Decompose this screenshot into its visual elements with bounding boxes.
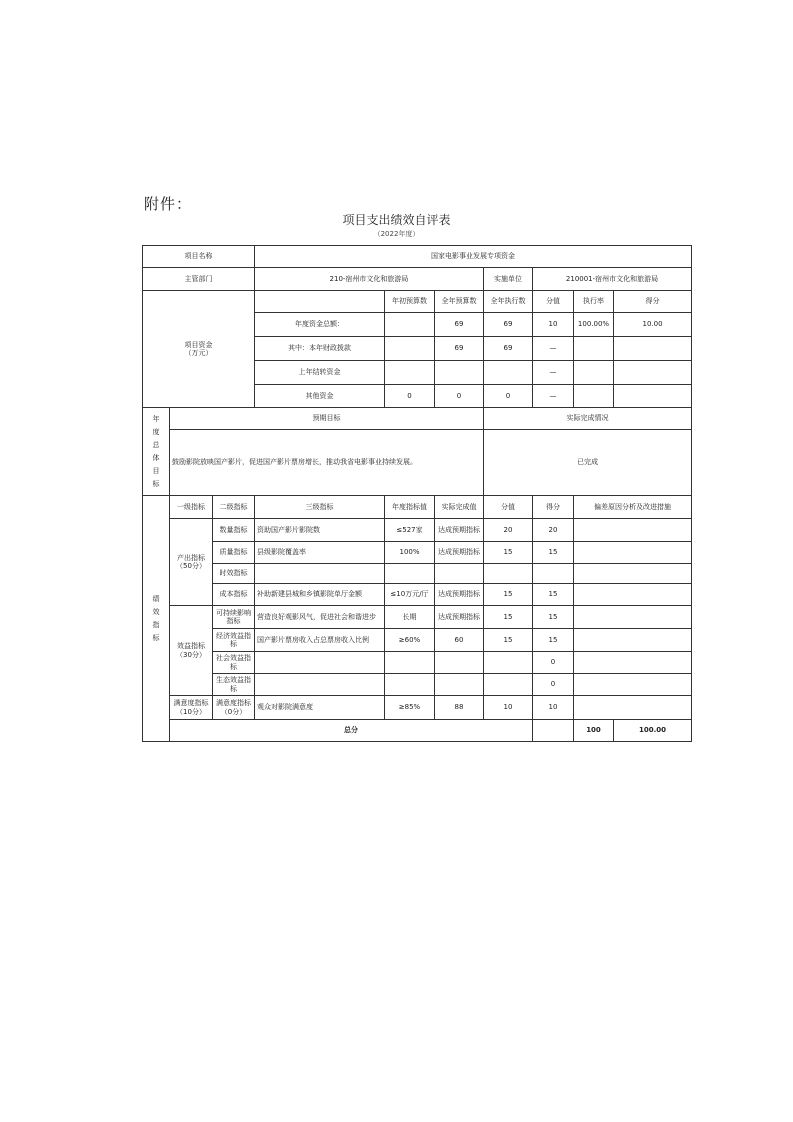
project-name-value: 国家电影事业发展专项资金 bbox=[255, 246, 692, 268]
goals-header-row bbox=[143, 408, 692, 430]
indicators-side-char: 指 bbox=[152, 620, 160, 629]
funds-score bbox=[614, 385, 692, 408]
output-indicator-label bbox=[170, 519, 213, 606]
indicator-row bbox=[143, 652, 692, 674]
goals-side-char: 体 bbox=[152, 453, 160, 462]
ind-score: 15 bbox=[533, 542, 574, 564]
indicator-row bbox=[143, 542, 692, 564]
indicator-row bbox=[143, 629, 692, 652]
ind-note bbox=[574, 519, 692, 542]
funds-row-label: 年度资金总额： bbox=[255, 313, 385, 337]
department-row bbox=[143, 268, 692, 291]
indicators-side-char: 效 bbox=[152, 607, 160, 616]
ind-note bbox=[574, 674, 692, 696]
funds-annual: 69 bbox=[435, 313, 484, 337]
ind-score: 10 bbox=[533, 696, 574, 720]
funds-col-initial: 年初预算数 bbox=[385, 291, 435, 313]
funds-initial bbox=[385, 337, 435, 361]
funds-rate bbox=[574, 361, 614, 385]
performance-table bbox=[142, 245, 692, 742]
ind-target: 长期 bbox=[385, 606, 435, 629]
funds-label-line2: （万元） bbox=[184, 349, 213, 357]
dept-label: 主管部门 bbox=[143, 268, 255, 291]
ind-second: 生态效益指标 bbox=[213, 674, 255, 696]
ind-second: 数量指标 bbox=[213, 519, 255, 542]
indicator-row bbox=[143, 696, 692, 720]
funds-score: 10.00 bbox=[614, 313, 692, 337]
ind-second: 经济效益指标 bbox=[213, 629, 255, 652]
funds-weight: — bbox=[533, 385, 574, 408]
funds-annual bbox=[435, 361, 484, 385]
ind-second: 时效指标 bbox=[213, 564, 255, 584]
indicator-row bbox=[143, 519, 692, 542]
ind-target bbox=[385, 564, 435, 584]
ind-actual: 达成预期指标 bbox=[435, 519, 484, 542]
impl-value: 210001-宿州市文化和旅游局 bbox=[533, 268, 692, 291]
project-name-row bbox=[143, 246, 692, 268]
ind-score: 0 bbox=[533, 652, 574, 674]
form-year: （2022年度） bbox=[373, 230, 420, 238]
dept-value: 210-宿州市文化和旅游局 bbox=[255, 268, 484, 291]
ind-second: 可持续影响指标 bbox=[213, 606, 255, 629]
ind-target: ≥85% bbox=[385, 696, 435, 720]
funds-score bbox=[614, 361, 692, 385]
total-score: 100.00 bbox=[614, 720, 692, 742]
ind-note bbox=[574, 652, 692, 674]
ind-actual: 达成预期指标 bbox=[435, 542, 484, 564]
goals-side-char: 度 bbox=[152, 427, 160, 436]
funds-rate: 100.00% bbox=[574, 313, 614, 337]
ind-second: 质量指标 bbox=[213, 542, 255, 564]
ind-third: 补助新建县城和乡镇影院单厅金额 bbox=[255, 584, 385, 606]
ind-third bbox=[255, 674, 385, 696]
ind-third: 资助国产影片影院数 bbox=[255, 519, 385, 542]
funds-executed: 0 bbox=[484, 385, 533, 408]
benefit-label-line2: （30分） bbox=[176, 650, 206, 659]
ind-third bbox=[255, 652, 385, 674]
ind-third bbox=[255, 564, 385, 584]
ind-note bbox=[574, 606, 692, 629]
ind-note bbox=[574, 564, 692, 584]
ind-second: 社会效益指标 bbox=[213, 652, 255, 674]
goals-side-char: 标 bbox=[152, 479, 160, 488]
ind-col-note: 偏差原因分析及改进措施 bbox=[574, 496, 692, 519]
funds-col-weight: 分值 bbox=[533, 291, 574, 313]
goals-expected-header: 预期目标 bbox=[170, 408, 484, 430]
funds-col-annual: 全年预算数 bbox=[435, 291, 484, 313]
funds-col-score: 得分 bbox=[614, 291, 692, 313]
ind-second: 满意度指标（0分） bbox=[213, 696, 255, 720]
ind-note bbox=[574, 584, 692, 606]
ind-third: 国产影片票房收入占总票房收入比例 bbox=[255, 629, 385, 652]
form-title: 项目支出绩效自评表 bbox=[342, 213, 451, 227]
funds-weight: — bbox=[533, 361, 574, 385]
ind-second: 成本指标 bbox=[213, 584, 255, 606]
benefit-label-line1: 效益指标 bbox=[177, 642, 205, 651]
funds-rate bbox=[574, 385, 614, 408]
funds-executed: 69 bbox=[484, 337, 533, 361]
ind-target bbox=[385, 652, 435, 674]
funds-annual: 0 bbox=[435, 385, 484, 408]
benefit-indicator-label bbox=[170, 606, 213, 696]
ind-target: 100% bbox=[385, 542, 435, 564]
funds-rate bbox=[574, 337, 614, 361]
total-weight: 100 bbox=[574, 720, 614, 742]
funds-initial bbox=[385, 313, 435, 337]
ind-weight: 10 bbox=[484, 696, 533, 720]
funds-header-row bbox=[143, 291, 692, 313]
indicator-row bbox=[143, 674, 692, 696]
ind-actual: 达成预期指标 bbox=[435, 584, 484, 606]
total-blank bbox=[533, 720, 574, 742]
ind-col-weight: 分值 bbox=[484, 496, 533, 519]
ind-score: 0 bbox=[533, 674, 574, 696]
funds-blank-header bbox=[255, 291, 385, 313]
total-row bbox=[143, 720, 692, 742]
indicator-row bbox=[143, 584, 692, 606]
ind-actual bbox=[435, 564, 484, 584]
ind-target bbox=[385, 674, 435, 696]
project-name-label: 项目名称 bbox=[143, 246, 255, 268]
ind-third: 观众对影院满意度 bbox=[255, 696, 385, 720]
ind-weight bbox=[484, 564, 533, 584]
funds-weight: — bbox=[533, 337, 574, 361]
ind-weight bbox=[484, 674, 533, 696]
ind-weight: 15 bbox=[484, 606, 533, 629]
goals-side-label bbox=[143, 408, 170, 496]
goals-expected-text: 鼓励影院放映国产影片，促进国产影片票房增长，推动我省电影事业持续发展。 bbox=[170, 430, 484, 496]
ind-target: ≤10万元/厅 bbox=[385, 584, 435, 606]
ind-weight: 20 bbox=[484, 519, 533, 542]
funds-initial bbox=[385, 361, 435, 385]
goals-actual-header: 实际完成情况 bbox=[484, 408, 692, 430]
ind-weight: 15 bbox=[484, 629, 533, 652]
ind-col-target: 年度指标值 bbox=[385, 496, 435, 519]
ind-note bbox=[574, 629, 692, 652]
goals-side-char: 目 bbox=[152, 466, 160, 475]
ind-note bbox=[574, 542, 692, 564]
funds-row-label: 上年结转资金 bbox=[255, 361, 385, 385]
funds-executed bbox=[484, 361, 533, 385]
ind-note bbox=[574, 696, 692, 720]
indicator-row bbox=[143, 606, 692, 629]
ind-weight: 15 bbox=[484, 584, 533, 606]
ind-actual: 88 bbox=[435, 696, 484, 720]
ind-score: 15 bbox=[533, 606, 574, 629]
output-label-line2: （50分） bbox=[176, 562, 206, 570]
ind-col-second: 二级指标 bbox=[213, 496, 255, 519]
indicators-header-row bbox=[143, 496, 692, 519]
goals-actual-text: 已完成 bbox=[484, 430, 692, 496]
funds-label-line1: 项目资金 bbox=[184, 340, 213, 349]
ind-score: 20 bbox=[533, 519, 574, 542]
ind-weight bbox=[484, 652, 533, 674]
ind-actual bbox=[435, 652, 484, 674]
funds-initial: 0 bbox=[385, 385, 435, 408]
impl-label: 实施单位 bbox=[484, 268, 533, 291]
ind-actual: 达成预期指标 bbox=[435, 606, 484, 629]
indicators-side-char: 标 bbox=[152, 633, 160, 642]
ind-col-third: 三级指标 bbox=[255, 496, 385, 519]
funds-weight: 10 bbox=[533, 313, 574, 337]
goals-side-char: 总 bbox=[152, 440, 160, 449]
ind-score: 15 bbox=[533, 629, 574, 652]
ind-third: 县级影院覆盖率 bbox=[255, 542, 385, 564]
goals-content-row bbox=[143, 430, 692, 496]
ind-actual bbox=[435, 674, 484, 696]
ind-actual: 60 bbox=[435, 629, 484, 652]
ind-target: ≥60% bbox=[385, 629, 435, 652]
ind-target: ≤527家 bbox=[385, 519, 435, 542]
output-label-line1: 产出指标 bbox=[177, 553, 205, 562]
goals-side-char: 年 bbox=[152, 414, 160, 423]
funds-label bbox=[143, 291, 255, 408]
funds-executed: 69 bbox=[484, 313, 533, 337]
indicator-row bbox=[143, 564, 692, 584]
ind-col-score: 得分 bbox=[533, 496, 574, 519]
ind-third: 营造良好观影风气，促进社会和谐进步 bbox=[255, 606, 385, 629]
ind-weight: 15 bbox=[484, 542, 533, 564]
ind-col-actual: 实际完成值 bbox=[435, 496, 484, 519]
indicators-side-label bbox=[143, 496, 170, 742]
funds-row-label: 其他资金 bbox=[255, 385, 385, 408]
ind-col-first: 一级指标 bbox=[170, 496, 213, 519]
funds-col-rate: 执行率 bbox=[574, 291, 614, 313]
funds-col-executed: 全年执行数 bbox=[484, 291, 533, 313]
ind-score: 15 bbox=[533, 584, 574, 606]
funds-annual: 69 bbox=[435, 337, 484, 361]
funds-score bbox=[614, 337, 692, 361]
ind-score bbox=[533, 564, 574, 584]
funds-row-label: 其中：本年财政拨款 bbox=[255, 337, 385, 361]
total-label: 总分 bbox=[170, 720, 533, 742]
satisfaction-indicator-label: 满意度指标（10分） bbox=[170, 696, 213, 720]
attachment-label: 附件： bbox=[144, 195, 193, 213]
indicators-side-char: 绩 bbox=[152, 594, 160, 603]
